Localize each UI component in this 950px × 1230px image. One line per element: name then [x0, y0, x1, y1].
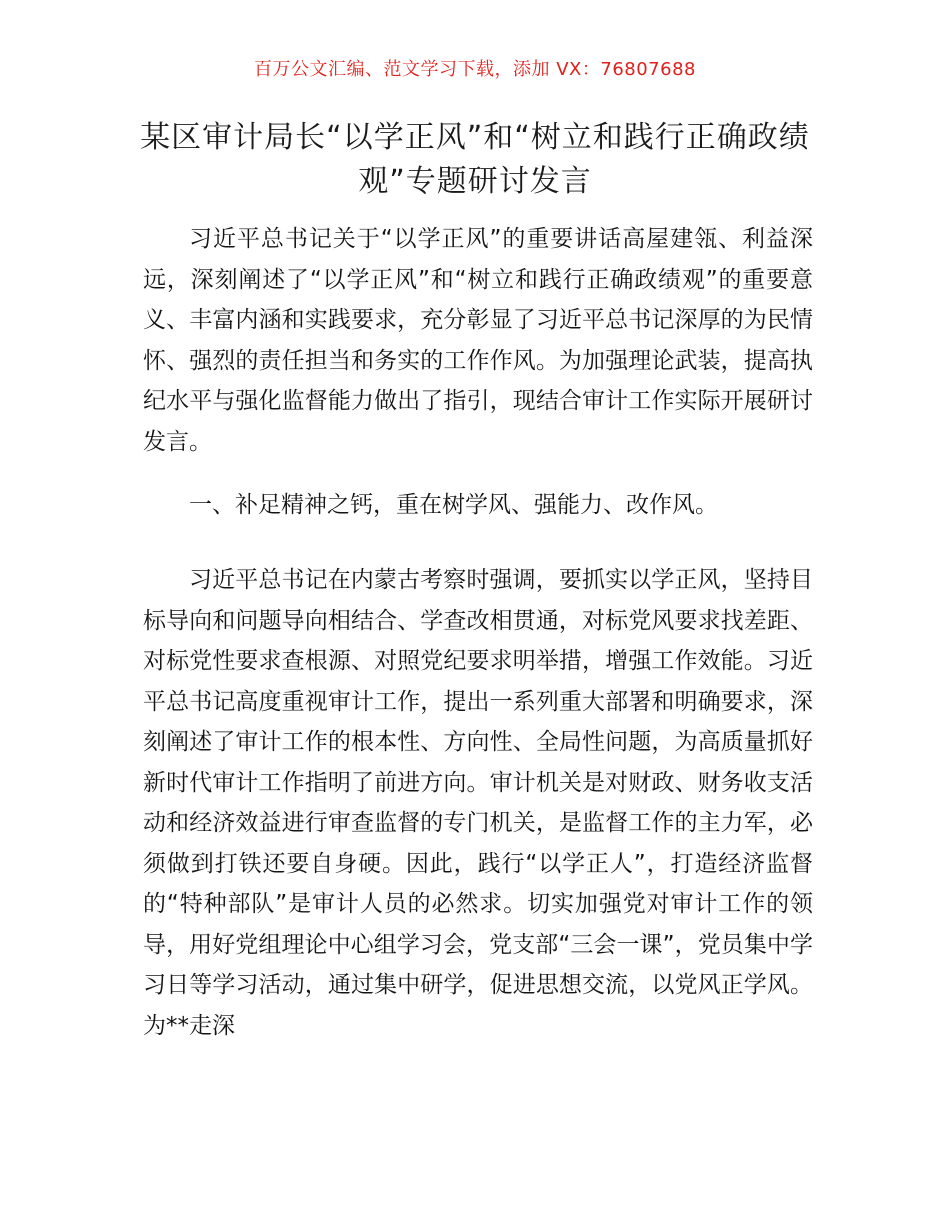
document-title: 某区审计局长“以学正风”和“树立和践行正确政绩观”专题研讨发言 [140, 120, 810, 199]
paragraph-body: 习近平总书记在内蒙古考察时强调，要抓实以学正风，坚持目标导向和问题导向相结合、学查改相贯通，对标党风要求找差距、对标党性要求查根源、对照党纪要求明举措，增强工作效能。习近平总书记高度重视审计工作，提出一系列重大部署和明确要求，深刻阐述了审计工作的根本性、方向性、全局性问题，为高质量抓好新时代审计工作指明了前进方向。审计机关是对财政、财务收支活动和经济效益进行审查监督的专门机关，是监督工作的主力军，必须做到打铁还要自身硬。因此，践行“以学正人”，打造经济监督的“特种部队”是审计人员的必然求。切实加强党对审计工作的领导，用好党组理论中心组学习会，党支部“三会一课”，党员集中学习日等学习活动，通过集中研学，促进思想交流，以党风正学风。为**走深 [143, 567, 813, 1039]
section-heading: 一、补足精神之钙，重在树学风、强能力、改作风。 [189, 492, 718, 518]
paragraph-intro: 习近平总书记关于“以学正风”的重要讲话高屋建瓴、利益深远，深刻阐述了“以学正风”和“树立和践行正确政绩观”的重要意义、丰富内涵和实践要求，充分彰显了习近平总书记深厚的为民情怀、强烈的责任担当和务实的工作作风。为加强理论武装，提高执纪水平与强化监督能力做出了指引，现结合审计工作实际开展研讨发言。 [143, 226, 813, 455]
header-note: 百万公文汇编、范文学习下载，添加 VX：76807688 [254, 59, 696, 80]
